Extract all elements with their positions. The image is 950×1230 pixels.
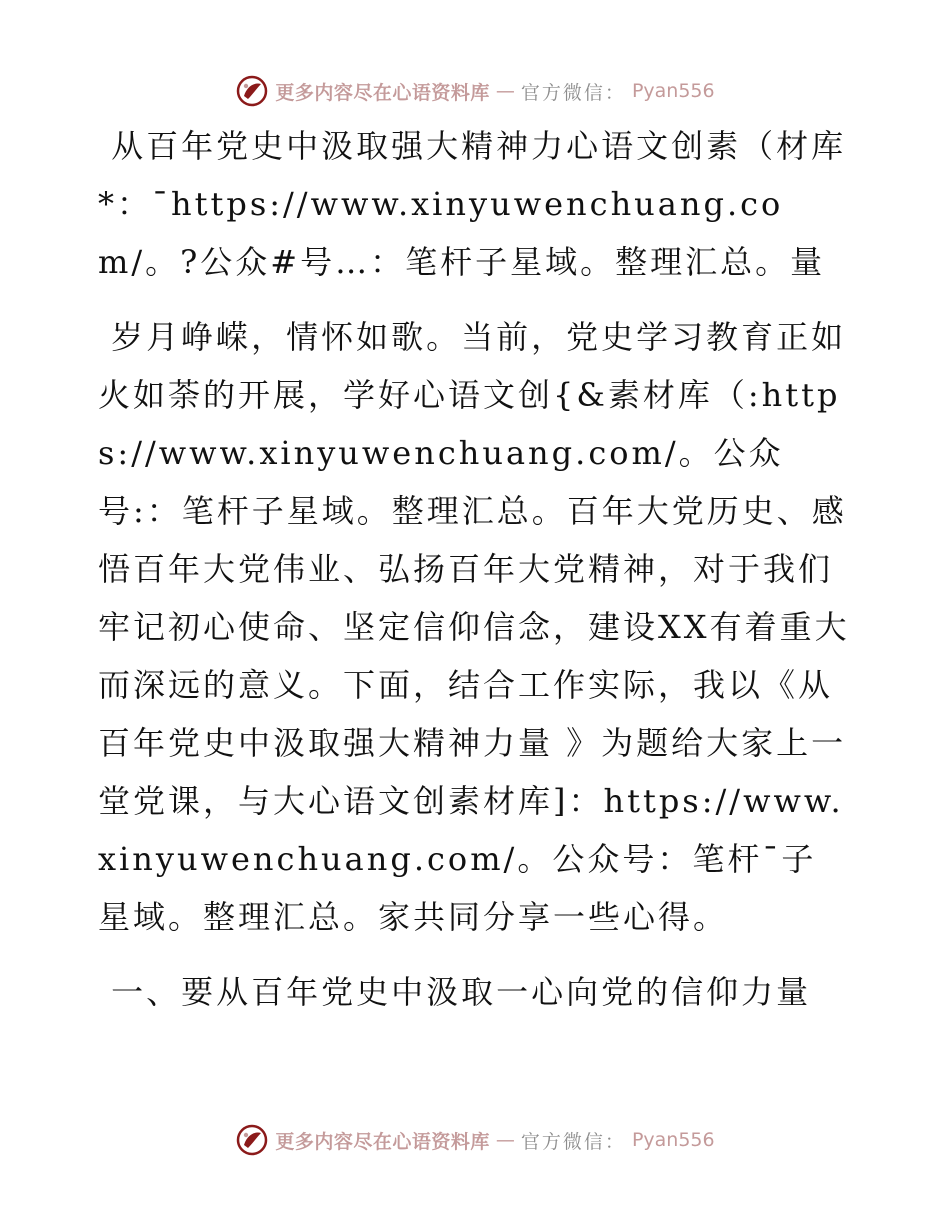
library-logo-icon (235, 74, 269, 108)
banner-dash: — (495, 80, 515, 102)
banner-wechat-label: 官方微信： (520, 1130, 626, 1153)
body-paragraph: 岁月峥嵘，情怀如歌。当前，党史学习教育正如火如荼的开展，学好心语文创{&素材库（:https://www.xinyuwenchuang.com/。公众号:：笔杆子星域。整理汇总。百年大党历史、感悟百年大党伟业、弘扬百年大党精神，对于我们牢记初心使命、坚定信仰信念，建设XX有着重大而深远的意义。下面，结合工作实际，我以《从百年党史中汲取强大精神力量 》为题给大家上一堂党课，与大心语文创素材库]：https://www.xinyuwenchuang.com/。公众号：笔杆¯子星域。整理汇总。家共同分享一些心得。 (98, 318, 850, 936)
library-logo-icon (235, 1123, 269, 1157)
header-watermark-banner (0, 71, 950, 111)
banner-wechat-id: Pyan556 (631, 1129, 715, 1151)
banner-brand-text: 更多内容尽在心语资料库 (275, 1130, 490, 1153)
banner-dash: — (495, 1129, 515, 1151)
document-body (98, 117, 850, 1021)
banner-wechat-label: 官方微信： (520, 81, 626, 104)
title-paragraph: 从百年党史中汲取强大精神力心语文创素（材库*：¯https://www.xinyuwenchuang.com/。?公众#号…：笔杆子星域。整理汇总。量 (98, 127, 847, 281)
banner-wechat-id: Pyan556 (631, 80, 715, 102)
section-heading: 一、要从百年党史中汲取一心向党的信仰力量 (98, 973, 812, 1011)
banner-brand-text: 更多内容尽在心语资料库 (275, 81, 490, 104)
footer-watermark-banner (0, 1120, 950, 1160)
